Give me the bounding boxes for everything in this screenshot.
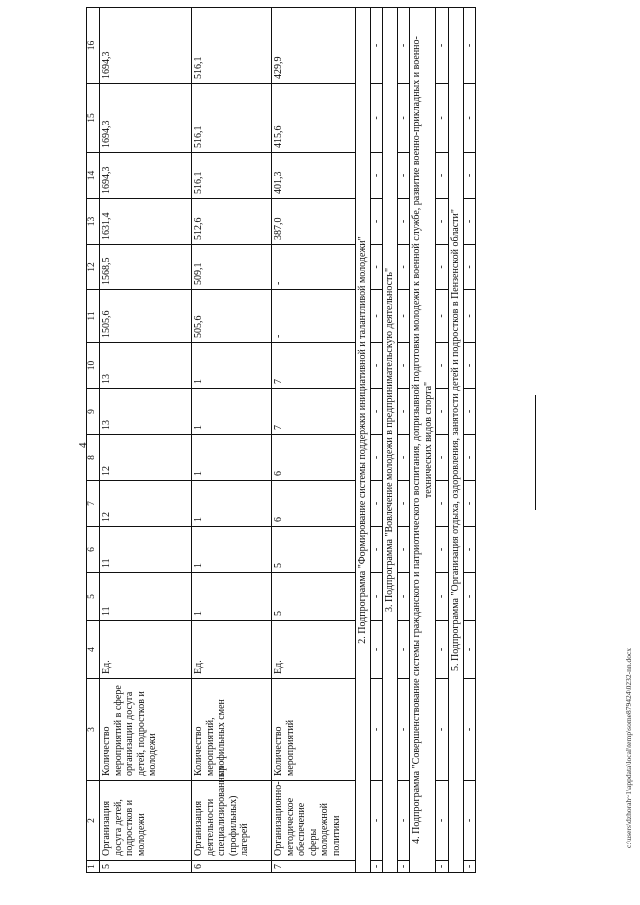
table-cell: 429,9 — [272, 8, 356, 84]
table-cell: - — [397, 573, 410, 621]
table-cell: - — [436, 8, 449, 84]
table-cell: 1 — [192, 435, 272, 481]
column-number-header: 5 — [87, 573, 100, 621]
table-cell: 415,6 — [272, 84, 356, 153]
table-cell: - — [370, 84, 383, 153]
table-cell: - — [463, 199, 476, 245]
table-cell: 7 — [272, 861, 356, 873]
subprogram-title: 3. Подпрограмма "Вовлечение молодежи в предпринимательскую деятельность" — [383, 8, 398, 873]
table-cell: - — [436, 573, 449, 621]
column-number-header: 10 — [87, 343, 100, 389]
table-cell: - — [463, 781, 476, 861]
table-cell: - — [397, 781, 410, 861]
table-cell: - — [397, 8, 410, 84]
table-cell: 387,0 — [272, 199, 356, 245]
table-cell: 509,1 — [192, 245, 272, 290]
table-cell: - — [436, 527, 449, 573]
table-cell: - — [397, 245, 410, 290]
footer-file-path: c:\users\dzhorah~1\appdata\local\temp\some879424\0232-nn.docx — [624, 647, 633, 848]
table-cell: - — [370, 621, 383, 679]
column-number-header: 12 — [87, 245, 100, 290]
table-cell: Ед. — [100, 621, 192, 679]
table-cell: Организация досуга детей, подростков и молодежи — [100, 781, 192, 861]
table-cell: - — [397, 679, 410, 781]
table-header-row — [87, 8, 100, 873]
table-cell: - — [397, 153, 410, 199]
table-cell: 1 — [192, 573, 272, 621]
table-cell: Ед. — [192, 621, 272, 679]
subprogram-title: 5. Подпрограмма "Организация отдыха, оздоровления, занятости детей и подростков в Пензенской области" — [449, 8, 464, 873]
table-cell: - — [397, 389, 410, 435]
table-cell: - — [463, 153, 476, 199]
table-cell: Организационно-методическое обеспечение сферы молодежной политики — [272, 781, 356, 861]
table-cell: 12 — [100, 435, 192, 481]
table-cell: 13 — [100, 389, 192, 435]
table-row — [436, 8, 449, 873]
table-cell: - — [436, 84, 449, 153]
table-cell: - — [370, 527, 383, 573]
rotated-table-container — [86, 8, 492, 873]
table-cell: Ед. — [272, 621, 356, 679]
table-row — [100, 8, 192, 873]
table-cell: 1 — [192, 481, 272, 527]
table-cell: - — [370, 199, 383, 245]
table-cell: 1505,6 — [100, 290, 192, 343]
table-cell: - — [463, 573, 476, 621]
table-cell: - — [436, 481, 449, 527]
subprogram-title-row — [383, 8, 398, 873]
column-number-header: 6 — [87, 527, 100, 573]
table-cell: - — [436, 781, 449, 861]
column-number-header: 4 — [87, 621, 100, 679]
page-number: 4 — [77, 442, 89, 448]
table-cell: - — [370, 781, 383, 861]
table-cell: - — [436, 435, 449, 481]
table-cell: - — [463, 8, 476, 84]
table-row — [192, 8, 272, 873]
table-cell: 5 — [272, 527, 356, 573]
table-cell: 11 — [100, 527, 192, 573]
subprogram-title: 2. Подпрограмма "Формирование системы поддержки инициативной и талантливой молодежи" — [356, 8, 371, 873]
table-cell: - — [397, 290, 410, 343]
table-cell: - — [463, 343, 476, 389]
table-cell: 11 — [100, 573, 192, 621]
column-number-header: 8 — [87, 435, 100, 481]
table-row — [397, 8, 410, 873]
table-cell: - — [463, 435, 476, 481]
table-cell: - — [397, 527, 410, 573]
subprogram-title: 4. Подпрограмма "Совершенствование системы гражданского и патриотического воспитания, допризывной подготовки молодежи к военной службе, развитие военно-прикладных и военно-технических видов спорта" — [410, 8, 436, 873]
table-cell: Организация деятельности специализированных (профильных) лагерей — [192, 781, 272, 861]
table-cell: - — [397, 84, 410, 153]
table-cell: 12 — [100, 481, 192, 527]
table-cell: - — [370, 245, 383, 290]
table-cell: - — [397, 343, 410, 389]
table-cell: 516,1 — [192, 8, 272, 84]
table-cell: 6 — [272, 481, 356, 527]
table-row — [272, 8, 356, 873]
column-number-header: 3 — [87, 679, 100, 781]
table-row — [370, 8, 383, 873]
table-cell: - — [436, 861, 449, 873]
subprogram-title-row — [356, 8, 371, 873]
table-cell: 1694,3 — [100, 153, 192, 199]
table-cell: - — [370, 389, 383, 435]
table-row — [463, 8, 476, 873]
table-cell: - — [463, 481, 476, 527]
table-cell: 516,1 — [192, 84, 272, 153]
table-cell: Количество мероприятий, профильных смен — [192, 679, 272, 781]
table-cell: - — [436, 290, 449, 343]
table-cell: - — [436, 621, 449, 679]
table-cell: - — [463, 245, 476, 290]
table-cell: 7 — [272, 389, 356, 435]
table-cell: - — [370, 153, 383, 199]
table-cell: 5 — [272, 573, 356, 621]
table-cell: - — [370, 573, 383, 621]
table-cell: - — [397, 481, 410, 527]
table-cell: - — [370, 8, 383, 84]
column-number-header: 7 — [87, 481, 100, 527]
table-cell: - — [397, 861, 410, 873]
table-cell: - — [436, 153, 449, 199]
table-cell: - — [272, 245, 356, 290]
table-cell: - — [370, 481, 383, 527]
separator-line — [535, 395, 536, 510]
column-number-header: 11 — [87, 290, 100, 343]
table-cell: - — [397, 199, 410, 245]
indicators-table — [86, 7, 476, 873]
table-cell: 1694,3 — [100, 8, 192, 84]
table-cell: - — [370, 290, 383, 343]
table-cell: 1694,3 — [100, 84, 192, 153]
column-number-header: 14 — [87, 153, 100, 199]
column-number-header: 13 — [87, 199, 100, 245]
table-cell: 401,3 — [272, 153, 356, 199]
table-cell: - — [463, 389, 476, 435]
table-cell: - — [463, 527, 476, 573]
table-cell: - — [370, 343, 383, 389]
table-cell: 5 — [100, 861, 192, 873]
table-cell: - — [436, 679, 449, 781]
subprogram-title-row — [449, 8, 464, 873]
table-cell: 13 — [100, 343, 192, 389]
table-cell: - — [370, 435, 383, 481]
table-cell: - — [436, 245, 449, 290]
table-cell: 1631,4 — [100, 199, 192, 245]
column-number-header: 15 — [87, 84, 100, 153]
table-cell: Количество мероприятий в сфере организации досуга детей, подростков и молодежи — [100, 679, 192, 781]
table-cell: - — [463, 84, 476, 153]
column-number-header: 16 — [87, 8, 100, 84]
subprogram-title-row — [410, 8, 436, 873]
table-cell: - — [370, 861, 383, 873]
table-cell: - — [370, 679, 383, 781]
table-cell: - — [397, 435, 410, 481]
table-cell: - — [463, 861, 476, 873]
table-cell: - — [463, 679, 476, 781]
table-cell: 6 — [272, 435, 356, 481]
column-number-header: 2 — [87, 781, 100, 861]
table-cell: - — [436, 343, 449, 389]
table-cell: 512,6 — [192, 199, 272, 245]
table-cell: 7 — [272, 343, 356, 389]
table-cell: 1 — [192, 343, 272, 389]
column-number-header: 1 — [87, 861, 100, 873]
table-cell: 505,6 — [192, 290, 272, 343]
table-cell: 516,1 — [192, 153, 272, 199]
column-number-header: 9 — [87, 389, 100, 435]
table-cell: - — [397, 621, 410, 679]
table-cell: - — [272, 290, 356, 343]
table-cell: - — [463, 290, 476, 343]
table-cell: 6 — [192, 861, 272, 873]
table-cell: 1568,5 — [100, 245, 192, 290]
table-cell: - — [463, 621, 476, 679]
table-cell: 1 — [192, 527, 272, 573]
table-cell: Количество мероприятий — [272, 679, 356, 781]
table-cell: - — [436, 389, 449, 435]
table-cell: 1 — [192, 389, 272, 435]
table-cell: - — [436, 199, 449, 245]
